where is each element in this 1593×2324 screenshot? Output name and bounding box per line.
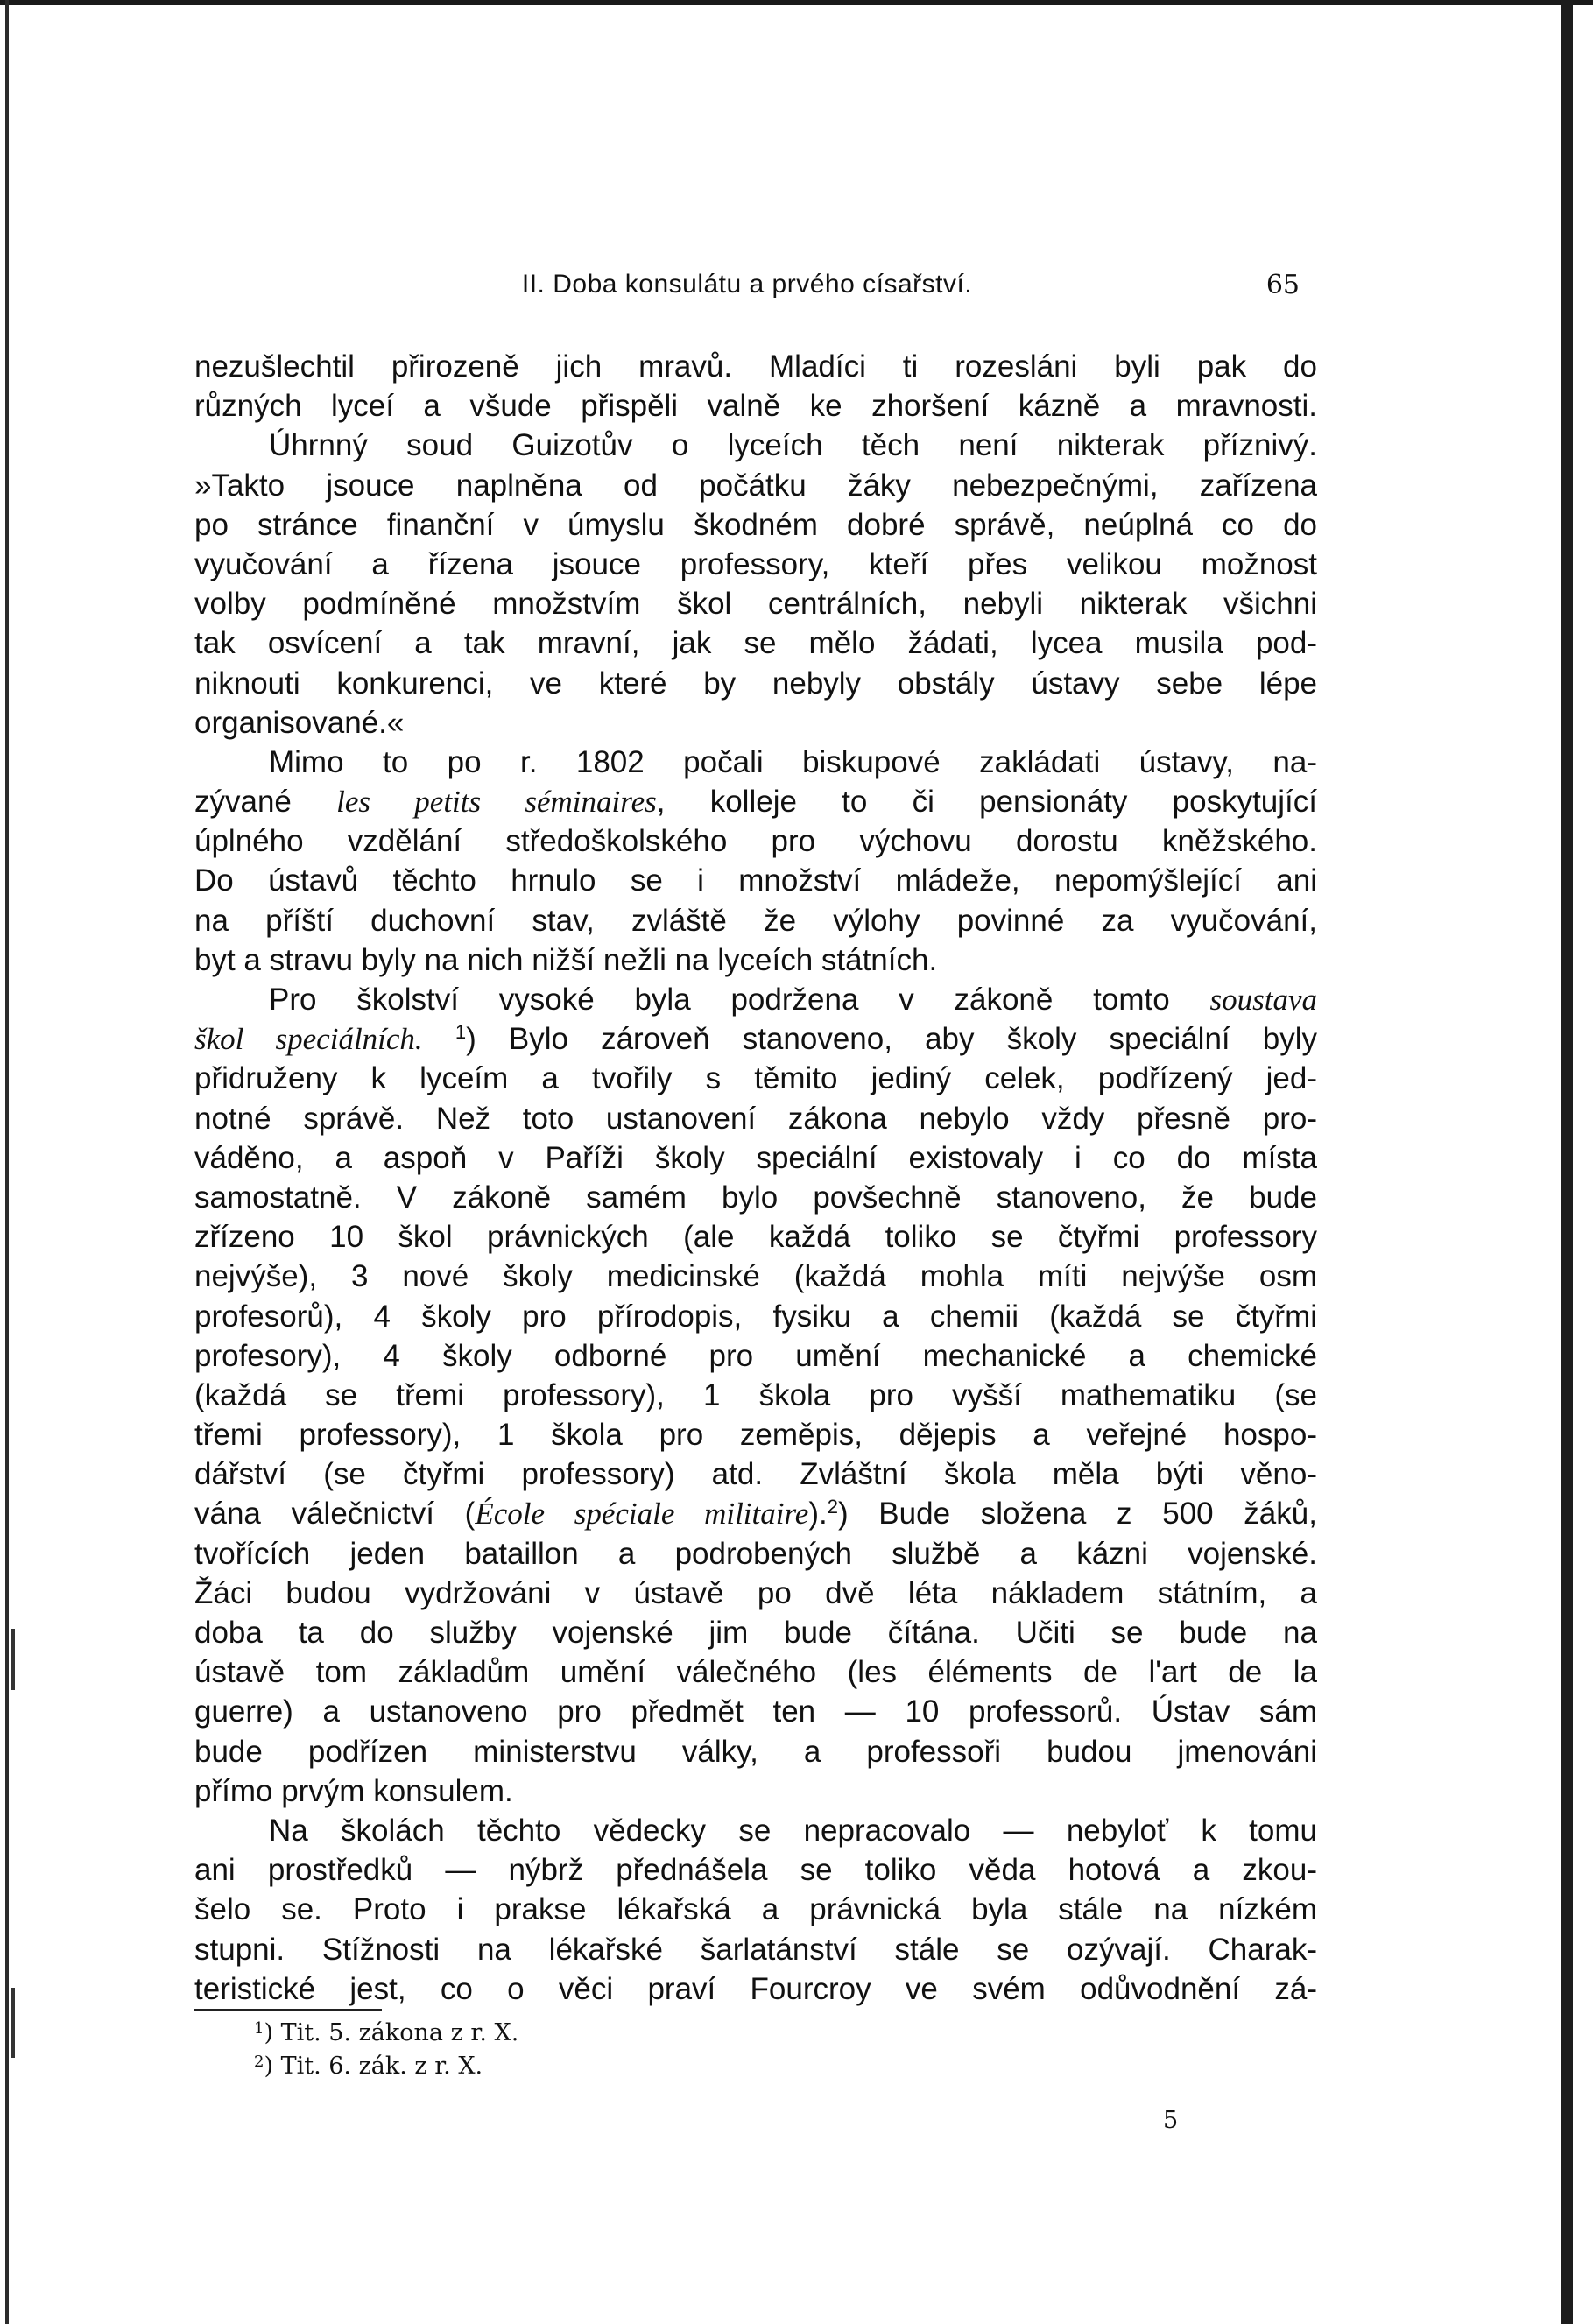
- italic-term: les petits séminaires: [336, 785, 657, 820]
- text-line: váděno, a aspoň v Paříži školy speciální existovaly i co do místa: [194, 1140, 1317, 1175]
- text-line: volby podmíněné množstvím škol centrálních, nebyli nikterak všichni: [194, 587, 1317, 622]
- text-line: přímo prvým konsulem.: [194, 1773, 513, 1808]
- text-line: zřízeno 10 škol právnických (ale každá toliko se čtyřmi professory: [194, 1220, 1317, 1255]
- text-line: [194, 1494, 1317, 1533]
- text-line: ústavě tom základům umění válečného (les éléments de l'art de la: [194, 1655, 1317, 1690]
- text-line: (každá se třemi professory), 1 škola pro vyšší mathematiku (se: [194, 1377, 1317, 1412]
- text-line: »Takto jsouce naplněna od počátku žáky nebezpečnými, zařízena: [194, 468, 1317, 503]
- italic-term: škol speciálních.: [194, 1022, 423, 1057]
- scan-mark: [11, 1629, 15, 1690]
- text-line: vyučování a řízena jsouce professory, kteří přes velikou možnost: [194, 546, 1317, 581]
- footnote-mark: 2: [254, 2053, 264, 2071]
- text-line: Do ústavů těchto hrnulo se i množství mládeže, nepomýšlející ani: [194, 863, 1317, 898]
- footnote: [254, 2017, 518, 2050]
- scan-mark: [11, 1988, 15, 2058]
- footnote-text: ) Tit. 5. zákona z r. X.: [264, 2019, 519, 2046]
- text-segment: ) Bude složena z 500 žáků,: [837, 1497, 1317, 1532]
- italic-term: soustava: [1209, 982, 1317, 1017]
- text-line: profesorů), 4 školy pro přírodopis, fysiku a chemii (každá se čtyřmi: [194, 1299, 1317, 1334]
- text-line: notné správě. Než toto ustanovení zákona nebylo vždy přesně pro-: [194, 1101, 1317, 1136]
- scan-edge-top: [0, 0, 1593, 5]
- text-segment: zývané: [194, 785, 337, 820]
- text-line: Na školách těchto vědecky se nepracovalo — nebyloť k tomu: [269, 1813, 1317, 1848]
- text-line: [194, 980, 1317, 1019]
- page-number: 65: [1265, 270, 1300, 300]
- text-line: samostatně. V zákoně samém bylo povšechně stanoveno, že bude: [194, 1180, 1317, 1215]
- footnote-ref: 1: [455, 1021, 467, 1044]
- text-line: [194, 1019, 1317, 1059]
- text-segment: , kolleje to či pensionáty poskytující: [656, 785, 1317, 820]
- text-line: tak osvícení a tak mravní, jak se mělo žádati, lycea musila pod-: [194, 626, 1317, 661]
- text-line: stupni. Stížnosti na lékařské šarlatánství stále se ozývají. Charak-: [194, 1932, 1317, 1967]
- scan-edge-right: [1561, 0, 1573, 2324]
- text-line: třemi professory), 1 škola pro zeměpis, dějepis a veřejné hospo-: [194, 1418, 1317, 1453]
- text-segment: Pro školství vysoké byla podržena v zákoně tomto: [269, 982, 1210, 1017]
- text-line: bude podřízen ministerstvu války, a professoři budou jmenováni: [194, 1734, 1317, 1769]
- text-line: byt a stravu byly na nich nižší nežli na lyceích státních.: [194, 942, 938, 977]
- text-line: Žáci budou vydržováni v ústavě po dvě léta nákladem státním, a: [194, 1575, 1317, 1610]
- signature-mark: 5: [1163, 2107, 1179, 2134]
- text-line: po stránce finanční v úmyslu škodném dobré správě, neúplná co do: [194, 507, 1317, 542]
- text-line: Úhrnný soud Guizotův o lyceích těch není nikterak příznivý.: [269, 428, 1317, 463]
- text-line: šelo se. Proto i prakse lékařská a právnická byla stále na nízkém: [194, 1892, 1317, 1927]
- text-line: tvořících jeden bataillon a podrobených službě a kázni vojenské.: [194, 1536, 1317, 1571]
- text-line: nezušlechtil přirozeně jich mravů. Mladíci ti rozesláni byli pak do: [194, 349, 1317, 384]
- running-title: II. Doba konsulátu a prvého císařství.: [521, 270, 973, 299]
- text-line: doba ta do služby vojenské jim bude čítána. Učiti se bude na: [194, 1616, 1317, 1650]
- text-line: guerre) a ustanoveno pro předmět ten — 10 professorů. Ústav sám: [194, 1694, 1317, 1729]
- text-line: teristické jest, co o věci praví Fourcroy ve svém odůvodnění zá-: [194, 1971, 1317, 2006]
- running-header: [194, 270, 1300, 312]
- text-line: přidruženy k lyceím a tvořily s těmito jediný celek, podřízený jed-: [194, 1061, 1317, 1096]
- footnote-ref: 2: [827, 1496, 838, 1518]
- text-segment: ) Bylo zároveň stanoveno, aby školy speciální byly: [466, 1022, 1318, 1057]
- text-segment: ).: [808, 1497, 828, 1532]
- footnote: [254, 2050, 518, 2083]
- footnotes: [254, 2017, 518, 2083]
- footnote-rule: [194, 2009, 382, 2011]
- text-line: různých lyceí a všude přispěli valně ke zhoršení kázně a mravnosti.: [194, 389, 1317, 424]
- text-line: niknouti konkurenci, ve které by nebyly obstály ústavy sebe lépe: [194, 666, 1317, 701]
- text-line: na příští duchovní stav, zvláště že výlohy povinné za vyučování,: [194, 903, 1317, 938]
- footnote-mark: 1: [254, 2019, 264, 2038]
- text-line: ani prostředků — nýbrž přednášela se toliko věda hotová a zkou-: [194, 1853, 1317, 1888]
- text-line: nejvýše), 3 nové školy medicinské (každá mohla míti nejvýše osm: [194, 1259, 1317, 1294]
- text-line: úplného vzdělání středoškolského pro výchovu dorostu kněžského.: [194, 824, 1317, 859]
- text-line: profesory), 4 školy odborné pro umění mechanické a chemické: [194, 1338, 1317, 1373]
- body-text: [194, 347, 1317, 2009]
- scan-edge-left: [5, 0, 9, 2324]
- italic-term: École spéciale militaire: [475, 1497, 809, 1532]
- text-line: Mimo to po r. 1802 počali biskupové zakládati ústavy, na-: [269, 744, 1317, 779]
- text-line: organisované.«: [194, 705, 405, 740]
- text-line: [194, 782, 1317, 821]
- footnote-text: ) Tit. 6. zák. z r. X.: [264, 2053, 483, 2080]
- text-segment: vána válečnictví (: [194, 1497, 476, 1532]
- text-line: dářství (se čtyřmi professory) atd. Zvláštní škola měla býti věno-: [194, 1457, 1317, 1492]
